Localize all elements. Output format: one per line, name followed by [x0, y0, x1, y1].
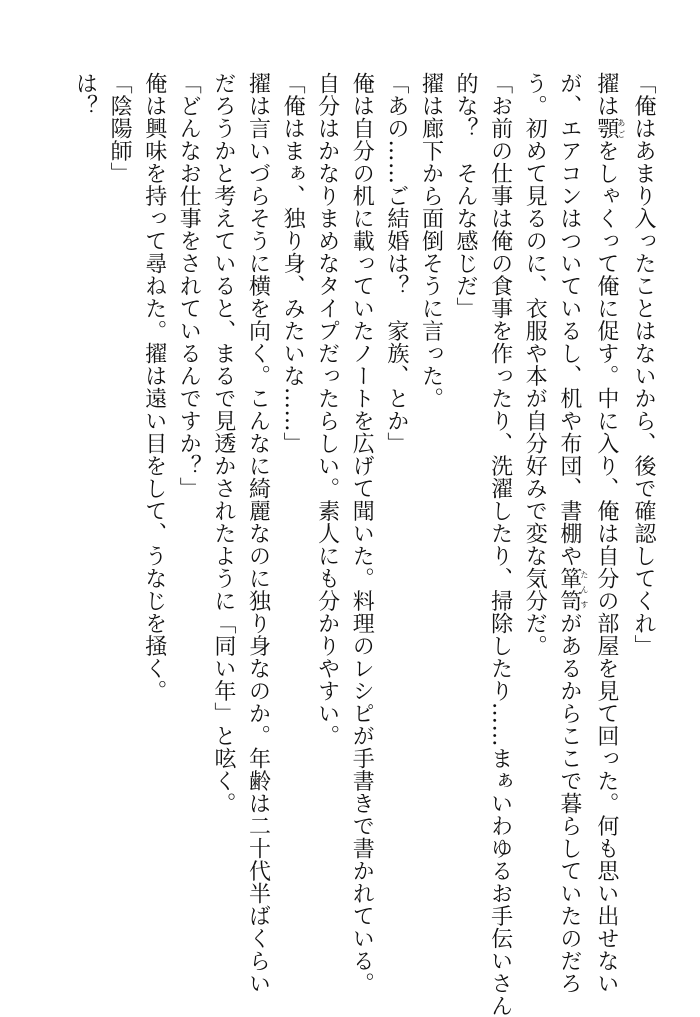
text-segment: 「陰陽師」	[107, 72, 133, 185]
text-segment: 「あの……ご結婚は？ 家族、とか」	[383, 72, 409, 455]
text-line	[447, 72, 482, 977]
text-line	[378, 72, 413, 977]
text-segment: 「どんなお仕事をされているんですか？」	[176, 72, 202, 500]
text-segment: 「俺はまぁ、独り身、みたいな……」	[280, 72, 306, 455]
text-segment: 「俺はあまり入ったことはないから、後で確認してくれ」	[631, 72, 656, 657]
text-segment: 擢は	[593, 72, 619, 117]
text-line	[171, 72, 206, 977]
text-line	[136, 72, 171, 977]
text-line	[274, 72, 309, 977]
text-segment: をしゃくって俺に促す。中に入り、俺は自分の部屋を見て回った。何も思い出せない	[593, 139, 619, 995]
ruby-base: 顎	[593, 117, 619, 140]
text-segment: 自分はかなりまめなタイプだったらしい。素人にも分かりやすい。	[314, 72, 340, 747]
ruby-word	[556, 567, 589, 612]
text-line	[240, 72, 275, 995]
text-segment: う。初めて見るのに、衣服や本が自分好みで変な気分だ。	[522, 72, 548, 657]
text-line	[344, 72, 379, 995]
text-segment: 擢は言いづらそうに横を向く。こんなに綺麗なのに独り身なのか。年齢は二十代半ばくらい	[245, 72, 271, 995]
text-segment: があるからここで暮らしていたのだろ	[556, 612, 582, 995]
text-segment: 擢は廊下から面倒そうに言った。	[418, 72, 444, 410]
text-segment: 俺は興味を持って尋ねた。擢は遠い目をして、うなじを掻く。	[141, 72, 167, 702]
text-line	[67, 72, 102, 977]
text-segment: は？	[72, 72, 98, 117]
text-line	[588, 72, 626, 995]
ruby-reading: たんす	[579, 567, 589, 612]
text-segment: 「お前の仕事は俺の食事を作ったり、洗濯したり、掃除したり……まぁいわゆるお手伝いさん	[487, 72, 513, 1017]
text-line	[517, 72, 552, 977]
text-segment: が、エアコンはついているし、机や布団、書棚や	[556, 72, 582, 567]
text-line	[205, 72, 240, 977]
text-line	[413, 72, 448, 977]
text-line	[102, 72, 137, 977]
text-line	[482, 72, 517, 1017]
text-segment: 俺は自分の机に載っていたノートを広げて聞いた。料理のレシピが手書きで書かれている。	[349, 72, 375, 995]
text-line	[309, 72, 344, 977]
text-line	[625, 72, 660, 977]
vertical-text-body	[67, 72, 660, 1017]
ruby-reading: あご	[616, 117, 626, 140]
ruby-base: 箪笥	[556, 567, 582, 612]
text-segment: 的な？ そんな感じだ」	[453, 72, 479, 320]
ruby-word	[593, 117, 626, 140]
text-line	[551, 72, 589, 995]
text-segment: だろうかと考えていると、まるで見透かされたように「同い年」と呟く。	[210, 72, 236, 815]
